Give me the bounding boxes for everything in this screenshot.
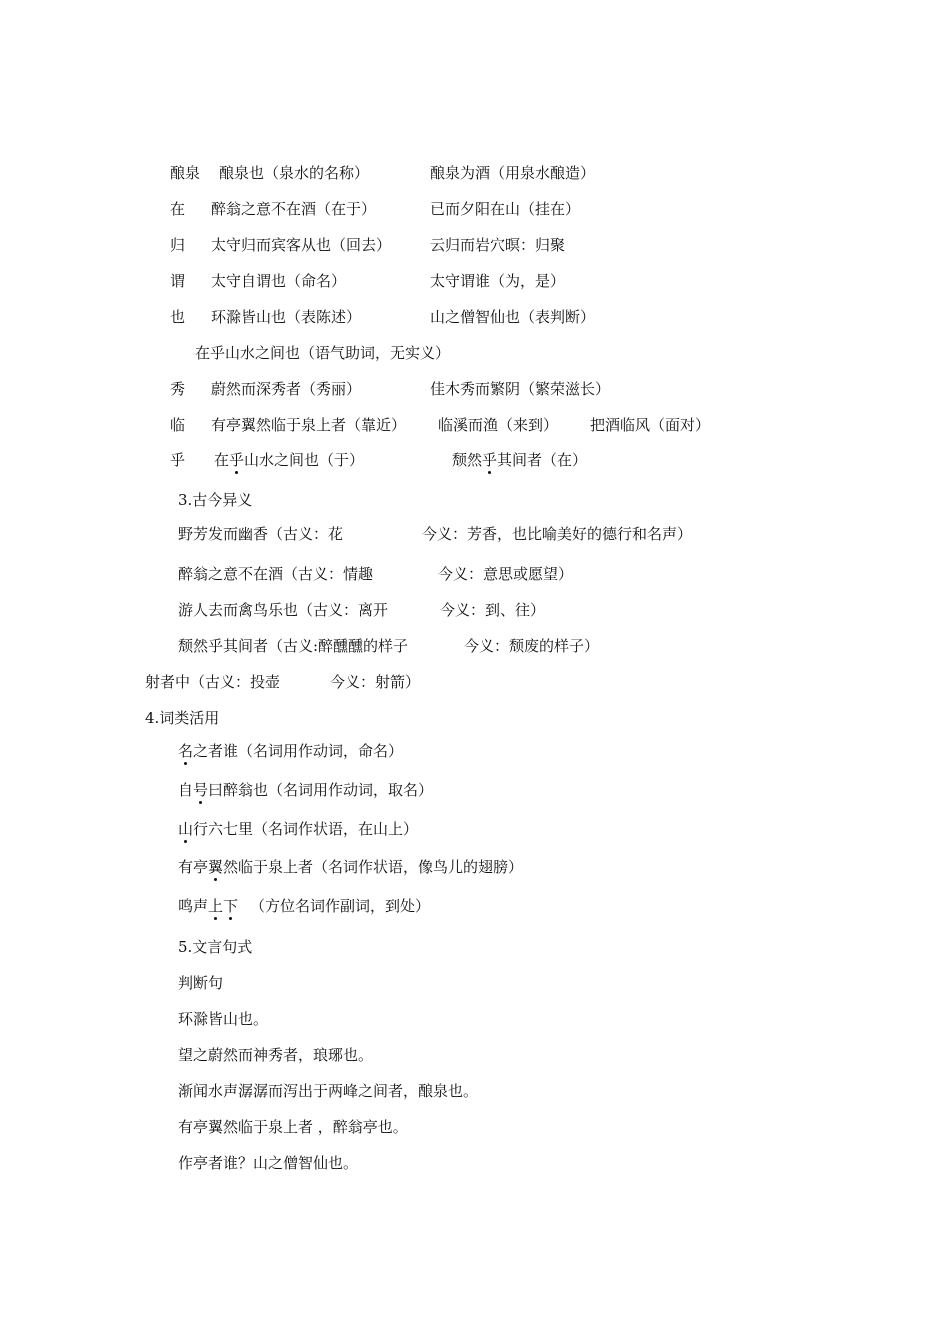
example-b: 酿泉为酒（用泉水酿造） (430, 164, 596, 182)
text: 之者谁（名词用作动词，命名） (193, 742, 404, 760)
ancient-meaning: 野芳发而幽香（古义：花 (178, 525, 344, 543)
head-word: 谓 (170, 272, 186, 290)
text: 曰醉翁也（名词用作动词，取名） (208, 781, 434, 799)
section-heading: 4.词类活用 (145, 709, 220, 727)
modern-meaning: 今义：到、往） (440, 601, 546, 619)
modern-meaning: 今义：颓废的样子） (464, 637, 600, 655)
list-item (178, 896, 430, 916)
text: 鸣声 (178, 897, 209, 915)
text: （方位名词作副词，到处） (250, 897, 431, 915)
example-b: 临溪而渔（来到） (438, 416, 559, 434)
sentence: 有亭翼然临于泉上者 ，醉翁亭也。 (178, 1118, 408, 1136)
text: 行六七里（名词作状语，在山上） (193, 820, 419, 838)
text: 其间者（在） (497, 451, 588, 469)
head-word: 也 (170, 308, 186, 326)
sentence: 望之蔚然而神秀者，琅琊也。 (178, 1046, 374, 1064)
example-c: 把酒临风（面对） (590, 416, 711, 434)
text: 在 (214, 451, 230, 469)
example-a: 酿泉也（泉水的名称） (219, 164, 370, 182)
sentence: 作亭者谁？山之僧智仙也。 (178, 1154, 359, 1172)
modern-meaning: 今义：射箭） (330, 673, 421, 691)
head-word: 秀 (170, 380, 186, 398)
list-item (178, 780, 433, 800)
example-a (214, 450, 364, 470)
example-a: 环滁皆山也（表陈述） (211, 308, 362, 326)
head-word: 乎 (170, 451, 186, 469)
example-a: 太守自谓也（命名） (211, 272, 347, 290)
head-word: 临 (170, 416, 186, 434)
example-b: 山之僧智仙也（表判断） (430, 308, 596, 326)
text: 然临于泉上者（名词作状语，像鸟儿的翅膀） (223, 858, 524, 876)
list-item (178, 857, 523, 877)
example-b: 佳木秀而繁阴（繁荣滋长） (430, 380, 611, 398)
example-b: 太守谓谁（为，是） (430, 272, 566, 290)
list-item (178, 741, 403, 761)
section-heading: 5.文言句式 (178, 938, 253, 956)
head-word: 酿泉 (170, 164, 201, 182)
modern-meaning: 今义：意思或愿望） (438, 565, 574, 583)
sentence: 环滁皆山也。 (178, 1010, 269, 1028)
text: 自 (178, 781, 194, 799)
ancient-meaning: 射者中（古义：投壶 (145, 673, 281, 691)
emphasis-mark: 乎 (229, 451, 245, 469)
emphasis-mark: 上 (208, 897, 224, 915)
example-a: 太守归而宾客从也（回去） (211, 236, 392, 254)
head-word: 归 (170, 236, 186, 254)
emphasis-mark: 号 (193, 781, 209, 799)
text: 山水之间也（于） (244, 451, 365, 469)
ancient-meaning: 游人去而禽鸟乐也（古义：离开 (178, 601, 389, 619)
example-b (452, 450, 587, 470)
list-item (178, 819, 418, 839)
example-a: 蔚然而深秀者（秀丽） (211, 380, 362, 398)
ancient-meaning: 醉翁之意不在酒（古义：情趣 (178, 565, 374, 583)
sentence: 渐闻水声潺潺而泻出于两峰之间者，酿泉也。 (178, 1082, 479, 1100)
text: 颓然 (452, 451, 483, 469)
example-continuation: 在乎山水之间也（语气助词，无实义） (195, 344, 451, 362)
modern-meaning: 今义：芳香，也比喻美好的德行和名声） (422, 525, 693, 543)
emphasis-mark: 翼 (208, 858, 224, 876)
emphasis-mark: 名 (178, 742, 194, 760)
emphasis-mark: 乎 (482, 451, 498, 469)
polysemy-row (170, 163, 200, 183)
head-word: 在 (170, 200, 186, 218)
text: 有亭 (178, 858, 209, 876)
emphasis-mark: 山 (178, 820, 194, 838)
section-heading: 3.古今异义 (178, 491, 253, 509)
ancient-meaning: 颓然乎其间者（古义:醉醺醺的样子 (178, 637, 409, 655)
subheading: 判断句 (178, 974, 224, 992)
example-b: 已而夕阳在山（挂在） (430, 200, 581, 218)
example-a: 有亭翼然临于泉上者（靠近） (211, 416, 407, 434)
example-b: 云归而岩穴暝：归聚 (430, 236, 566, 254)
emphasis-mark: 下 (223, 897, 239, 915)
example-a: 醉翁之意不在酒（在于） (211, 200, 377, 218)
